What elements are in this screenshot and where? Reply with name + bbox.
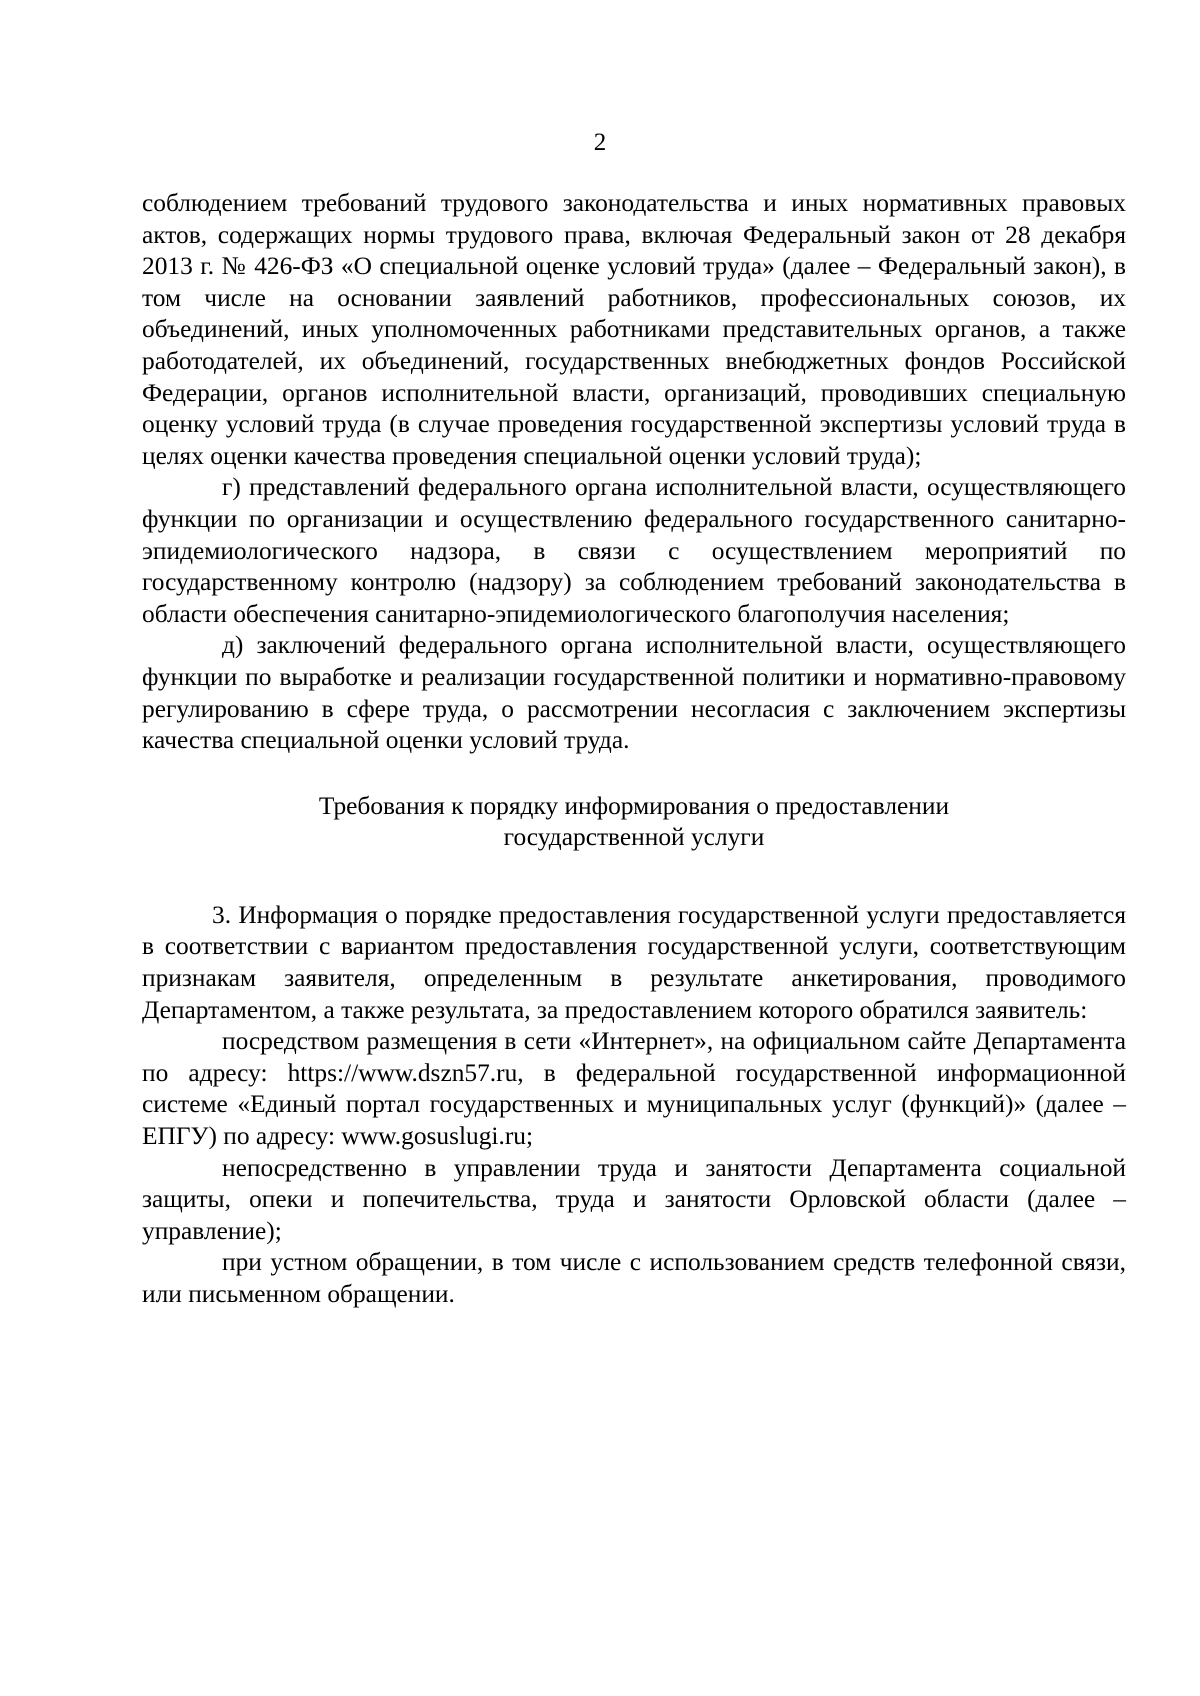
page-number: 2 [593, 129, 607, 156]
paragraph-item-d: д) заключений федерального органа исполнительной власти, осуществляющего функции по выработке и реализации государственной политики и нормативно-правовому регулированию в сфере труда, о рассмотрении несогласия с заключением экспертизы качества специальной оценки условий труда. [142, 631, 1126, 755]
paragraph-continuation: соблюдением требований трудового законодательства и иных нормативных правовых актов, содержащих нормы трудового права, включая Федеральный закон от 28 декабря 2013 г. № 426-ФЗ «О специальной оценке условий труда» (далее – Федеральный закон), в том числе на основании заявлений работников, профессиональных союзов, их объединений, иных уполномоченных работниками представительных органов, а также работодателей, их объединений, государственных внебюджетных фондов Российской Федерации, органов исполнительной власти, организаций, проводивших специальную оценку условий труда (в случае проведения государственной экспертизы условий труда в целях оценки качества проведения специальной оценки условий труда); [142, 189, 1126, 470]
paragraph-3-internet: посредством размещения в сети «Интернет», на официальном сайте Департамента по адресу: https://www.dszn57.ru, в федеральной государственной информационной системе «Единый портал государственных и муниципальных услуг (функций)» (далее – ЕПГУ) по адресу: www.gosuslugi.ru; [142, 1027, 1126, 1151]
document-body [142, 188, 1126, 1311]
paragraph-3-in-person: непосредственно в управлении труда и занятости Департамента социальной защиты, опеки и попечительства, труда и занятости Орловской области (далее – управление); [142, 1153, 1126, 1245]
paragraph-3-oral-written: при устном обращении, в том числе с использованием средств телефонной связи, или письменном обращении. [142, 1248, 1126, 1308]
section-heading: Требования к порядку информирования о предоставлении государственной услуги [318, 791, 950, 852]
paragraph-3: 3. Информация о порядке предоставления государственной услуги предоставляется в соответствии с вариантом предоставления государственной услуги, соответствующим признакам заявителя, определенным в результате анкетирования, проводимого Департаментом, а также результата, за предоставлением которого обратился заявитель: [142, 900, 1126, 1024]
paragraph-item-g: г) представлений федерального органа исполнительной власти, осуществляющего функции по организации и осуществлению федерального государственного санитарно-эпидемиологического надзора, в связи с осуществлением мероприятий по государственному контролю (надзору) за соблюдением требований законодательства в области обеспечения санитарно-эпидемиологического благополучия населения; [142, 473, 1126, 628]
